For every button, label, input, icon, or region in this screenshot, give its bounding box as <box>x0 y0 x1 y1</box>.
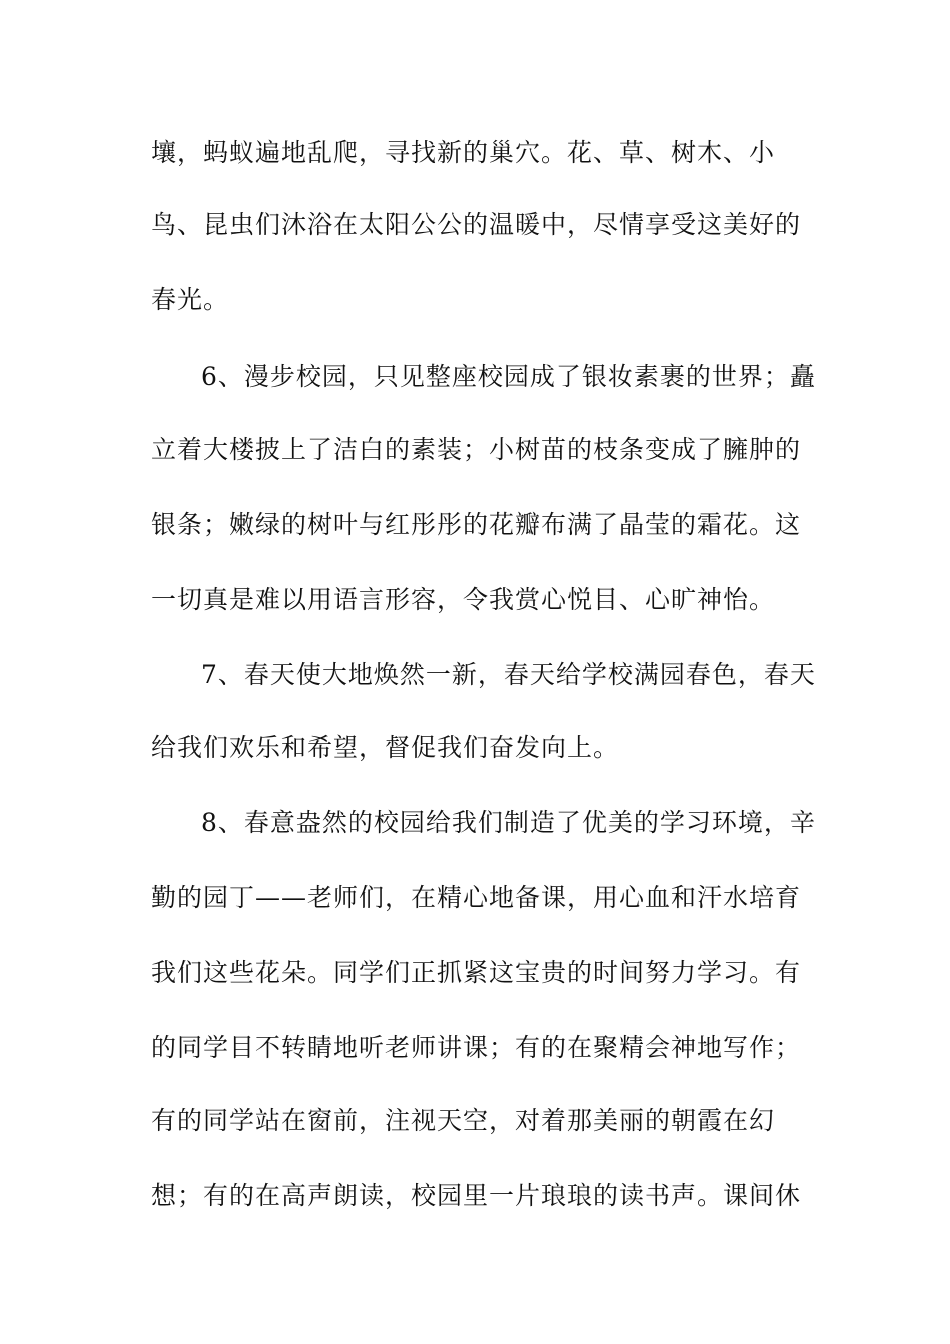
text-line: 想；有的在高声朗读，校园里一片琅琅的读书声。课间休 <box>151 1181 802 1210</box>
text-line: 银条；嫩绿的树叶与红彤彤的花瓣布满了晶莹的霜花。这 <box>151 510 802 539</box>
text-line: 立着大楼披上了洁白的素装；小树苗的枝条变成了臃肿的 <box>151 435 802 464</box>
paragraph-6-first-line: 6、漫步校园，只见整座校园成了银妆素裹的世界；矗 <box>201 362 816 391</box>
text-line: 鸟、昆虫们沐浴在太阳公公的温暖中，尽情享受这美好的 <box>151 210 802 239</box>
text-line: 我们这些花朵。同学们正抓紧这宝贵的时间努力学习。有 <box>151 958 802 987</box>
paragraph-7-first-line: 7、春天使大地焕然一新，春天给学校满园春色，春天 <box>201 660 816 689</box>
text-line: 的同学目不转睛地听老师讲课；有的在聚精会神地写作； <box>151 1033 802 1062</box>
text-line: 给我们欢乐和希望，督促我们奋发向上。 <box>151 733 620 762</box>
text-line: 壤，蚂蚁遍地乱爬，寻找新的巢穴。花、草、树木、小 <box>151 138 776 167</box>
text-line: 有的同学站在窗前，注视天空，对着那美丽的朝霞在幻 <box>151 1106 776 1135</box>
text-line: 勤的园丁——老师们，在精心地备课，用心血和汗水培育 <box>151 883 802 912</box>
text-line: 春光。 <box>151 285 230 314</box>
paragraph-8-first-line: 8、春意盎然的校园给我们制造了优美的学习环境，辛 <box>201 808 816 837</box>
text-line: 一切真是难以用语言形容，令我赏心悦目、心旷神怡。 <box>151 585 776 614</box>
